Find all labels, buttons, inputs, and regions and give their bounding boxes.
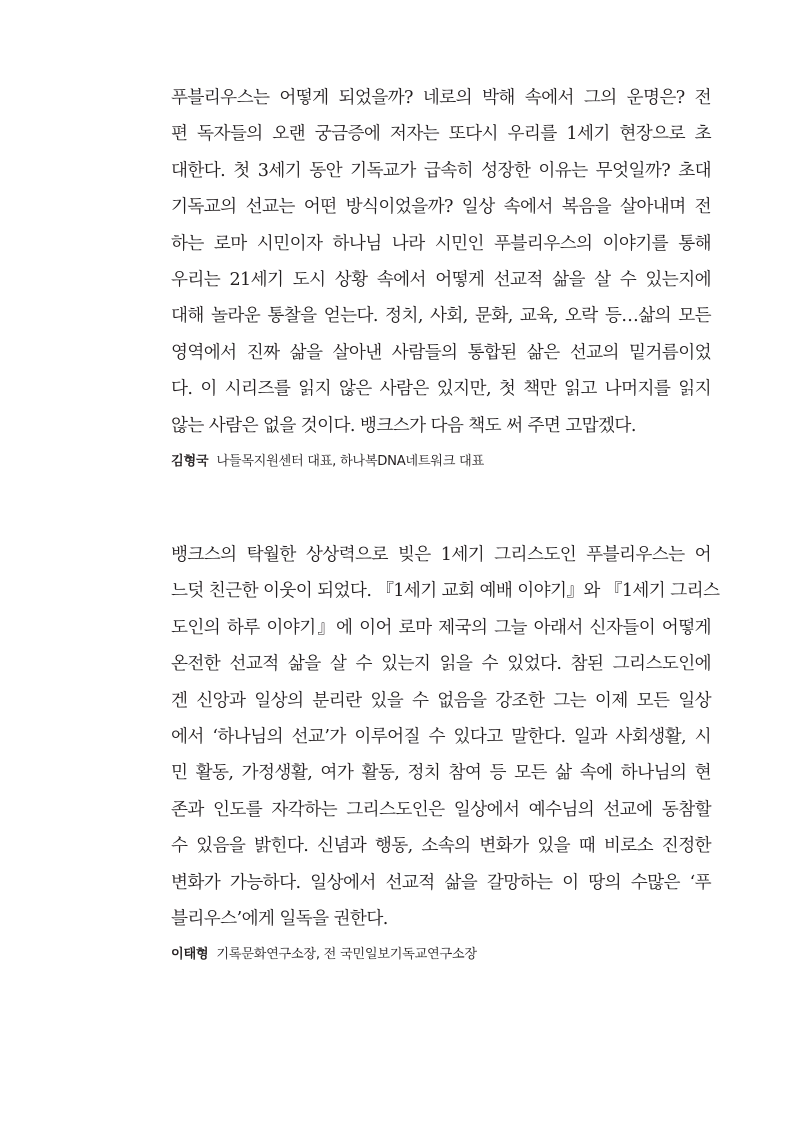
endorser-name: 이태형 — [171, 947, 209, 963]
endorsement-line: 온전한 선교적 삶을 살 수 있는지 읽을 수 있었다. 참된 그리스도인에 — [171, 654, 711, 675]
endorsement-line: 않는 사람은 없을 것이다. 뱅크스가 다음 책도 써 주면 고맙겠다. — [171, 415, 636, 436]
endorsement-line: 하는 로마 시민이자 하나님 나라 시민인 푸블리우스의 이야기를 통해 — [171, 233, 711, 254]
endorser-title: 기록문화연구소장, 전 국민일보기독교연구소장 — [216, 947, 477, 963]
endorsement-line: 대해 놀라운 통찰을 얻는다. 정치, 사회, 문화, 교육, 오락 등…삶의 모든 — [171, 306, 711, 327]
endorsement-line: 느덧 친근한 이웃이 되었다. 『1세기 교회 예배 이야기』와 『1세기 그리스 — [171, 581, 720, 602]
endorsement-body — [171, 537, 720, 937]
endorsement-line: 다. 이 시리즈를 읽지 않은 사람은 있지만, 첫 책만 읽고 나머지를 읽지 — [171, 379, 711, 400]
endorsement-line: 대한다. 첫 3세기 동안 기독교가 급속히 성장한 이유는 무엇일까? 초대 — [171, 160, 711, 181]
endorsement-line: 겐 신앙과 일상의 분리란 있을 수 없음을 강조한 그는 이제 모든 일상 — [171, 690, 711, 711]
endorsement-body — [171, 80, 711, 444]
endorsement-line: 존과 인도를 자각하는 그리스도인은 일상에서 예수님의 선교에 동참할 — [171, 799, 711, 820]
endorsement-line: 블리우스’에게 일독을 권한다. — [171, 909, 388, 930]
endorsement-line: 푸블리우스는 어떻게 되었을까? 네로의 박해 속에서 그의 운명은? 전 — [171, 88, 711, 108]
endorsement-line: 편 독자들의 오랜 궁금증에 저자는 또다시 우리를 1세기 현장으로 초 — [171, 124, 711, 145]
endorsement-line: 우리는 21세기 도시 상황 속에서 어떻게 선교적 삶을 살 수 있는지에 — [171, 270, 711, 291]
endorser-attribution — [171, 452, 711, 472]
endorsement-line: 영역에서 진짜 삶을 살아낸 사람들의 통합된 삶은 선교의 밑거름이었 — [171, 342, 711, 363]
endorsement-line: 에서 ‘하나님의 선교’가 이루어질 수 있다고 말한다. 일과 사회생활, 시 — [171, 727, 711, 748]
endorsement-lee-tae-hyung — [171, 537, 720, 965]
endorsement-kim-hyung-guk — [171, 80, 711, 472]
endorsement-line: 도인의 하루 이야기』에 이어 로마 제국의 그늘 아래서 신자들이 어떻게 — [171, 617, 711, 638]
endorsement-line: 뱅크스의 탁월한 상상력으로 빚은 1세기 그리스도인 푸블리우스는 어 — [171, 545, 711, 565]
endorsement-line: 변화가 가능하다. 일상에서 선교적 삶을 갈망하는 이 땅의 수많은 ‘푸 — [171, 872, 711, 893]
endorsement-line: 수 있음을 밝힌다. 신념과 행동, 소속의 변화가 있을 때 비로소 진정한 — [171, 836, 711, 857]
endorsement-line: 민 활동, 가정생활, 여가 활동, 정치 참여 등 모든 삶 속에 하나님의 현 — [171, 763, 711, 784]
endorser-attribution — [171, 945, 711, 965]
endorser-name: 김형국 — [171, 454, 209, 470]
endorser-title: 나들목지원센터 대표, 하나복DNA네트워크 대표 — [216, 454, 484, 470]
endorsement-line: 기독교의 선교는 어떤 방식이었을까? 일상 속에서 복음을 살아내며 전 — [171, 197, 711, 218]
